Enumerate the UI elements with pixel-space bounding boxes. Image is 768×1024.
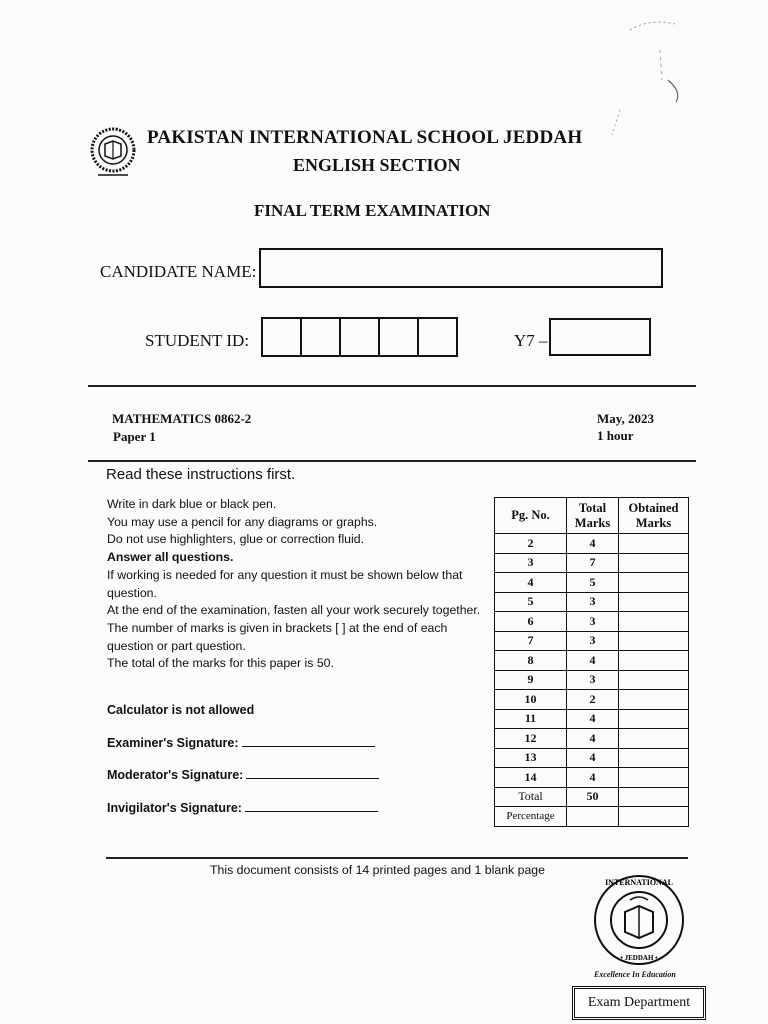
candidate-name-label: CANDIDATE NAME: (100, 262, 257, 281)
table-row (495, 553, 689, 573)
column-header-page: Pg. No. (495, 498, 567, 534)
stamp-tagline: Excellence In Education (594, 970, 676, 979)
total-marks-cell: 4 (567, 729, 619, 749)
total-marks-cell: 2 (567, 690, 619, 710)
page-number-cell: 9 (495, 670, 567, 690)
total-value-cell: 50 (567, 787, 619, 807)
page-number-cell: 5 (495, 592, 567, 612)
obtained-marks-cell[interactable] (619, 748, 689, 768)
section-title: ENGLISH SECTION (293, 155, 461, 175)
school-seal-icon (585, 870, 693, 978)
total-marks-cell: 4 (567, 748, 619, 768)
calculator-notice: Calculator is not allowed (107, 703, 255, 717)
total-label-cell: Total (495, 787, 567, 807)
instructions-list (107, 496, 487, 673)
subject-code: MATHEMATICS 0862-2 (112, 411, 252, 426)
page-number-cell: 2 (495, 534, 567, 554)
student-id-digit-box[interactable] (380, 319, 419, 355)
student-id-digit-box[interactable] (302, 319, 341, 355)
school-logo-icon (86, 124, 140, 180)
student-id-field[interactable] (261, 317, 458, 357)
page-number-cell: 11 (495, 709, 567, 729)
page-number-cell: 12 (495, 729, 567, 749)
page-number-cell: 4 (495, 573, 567, 593)
total-marks-cell: 4 (567, 651, 619, 671)
table-row (495, 748, 689, 768)
obtained-marks-cell[interactable] (619, 631, 689, 651)
table-row (495, 631, 689, 651)
total-marks-cell: 7 (567, 553, 619, 573)
obtained-marks-cell[interactable] (619, 768, 689, 788)
invigilator-signature (107, 801, 378, 815)
marks-table (494, 497, 689, 827)
page-number-cell: 6 (495, 612, 567, 632)
invigilator-signature-label: Invigilator's Signature: (107, 801, 242, 815)
total-marks-cell: 4 (567, 768, 619, 788)
moderator-signature-label: Moderator's Signature: (107, 768, 244, 782)
table-row (495, 651, 689, 671)
school-name: PAKISTAN INTERNATIONAL SCHOOL JEDDAH (147, 127, 583, 148)
instruction-line: Write in dark blue or black pen. (107, 497, 277, 511)
instruction-line: The total of the marks for this paper is 50. (107, 656, 334, 671)
table-row (495, 534, 689, 554)
page-number-cell: 8 (495, 651, 567, 671)
percentage-label-cell: Percentage (495, 807, 567, 827)
examiner-signature (107, 736, 375, 750)
pencil-scribble (590, 10, 700, 150)
invigilator-signature-line[interactable] (245, 801, 378, 812)
exam-department-stamp: Exam Department (572, 986, 706, 1020)
instruction-line: If working is needed for any question it must be shown below that question. (107, 567, 463, 600)
moderator-signature (107, 768, 379, 782)
percentage-empty-cell (567, 807, 619, 827)
page-number-cell: 14 (495, 768, 567, 788)
table-row (495, 729, 689, 749)
divider (88, 460, 696, 462)
student-id-digit-box[interactable] (341, 319, 380, 355)
total-marks-cell: 3 (567, 631, 619, 651)
instruction-line: The number of marks is given in brackets [ ] at the end of each question or part question. (107, 620, 448, 653)
instruction-line: You may use a pencil for any diagrams or graphs. (107, 514, 378, 529)
percentage-value-cell[interactable] (619, 807, 689, 827)
instruction-line: At the end of the examination, fasten all your work securely together. (107, 603, 481, 618)
total-marks-cell: 3 (567, 670, 619, 690)
instructions-heading: Read these instructions first. (106, 466, 296, 483)
obtained-marks-cell[interactable] (619, 592, 689, 612)
student-id-label: STUDENT ID: (145, 331, 250, 350)
obtained-total-cell[interactable] (619, 787, 689, 807)
exam-title: FINAL TERM EXAMINATION (254, 201, 491, 220)
obtained-marks-cell[interactable] (619, 709, 689, 729)
moderator-signature-line[interactable] (246, 768, 379, 779)
page-number-cell: 13 (495, 748, 567, 768)
pages-note: This document consists of 14 printed pages and 1 blank page (210, 863, 545, 877)
year-section-field[interactable] (549, 318, 651, 356)
total-marks-cell: 3 (567, 612, 619, 632)
obtained-marks-cell[interactable] (619, 534, 689, 554)
divider (106, 857, 688, 859)
candidate-name-field[interactable] (259, 248, 663, 288)
table-row-percentage (495, 807, 689, 827)
svg-text:INTERNATIONAL: INTERNATIONAL (605, 878, 673, 887)
table-row (495, 573, 689, 593)
total-marks-cell: 4 (567, 709, 619, 729)
table-row (495, 670, 689, 690)
table-row (495, 592, 689, 612)
marks-table-body (495, 534, 689, 827)
total-marks-cell: 3 (567, 592, 619, 612)
page-number-cell: 7 (495, 631, 567, 651)
student-id-digit-box[interactable] (419, 319, 456, 355)
table-row (495, 612, 689, 632)
exam-date: May, 2023 (597, 411, 655, 426)
obtained-marks-cell[interactable] (619, 573, 689, 593)
svg-text:• JEDDAH •: • JEDDAH • (620, 954, 658, 962)
instruction-line: Answer all questions. (107, 550, 234, 565)
column-header-total: Total Marks (567, 498, 619, 534)
exam-duration: 1 hour (597, 428, 634, 443)
obtained-marks-cell[interactable] (619, 651, 689, 671)
table-row-total (495, 787, 689, 807)
column-header-obtained: Obtained Marks (619, 498, 689, 534)
page-number-cell: 3 (495, 553, 567, 573)
instruction-line: Do not use highlighters, glue or correction fluid. (107, 532, 365, 547)
examiner-signature-line[interactable] (242, 736, 375, 747)
year-label: Y7 – (514, 331, 548, 350)
student-id-digit-box[interactable] (263, 319, 302, 355)
total-marks-cell: 5 (567, 573, 619, 593)
obtained-marks-cell[interactable] (619, 553, 689, 573)
obtained-marks-cell[interactable] (619, 670, 689, 690)
obtained-marks-cell[interactable] (619, 729, 689, 749)
divider (88, 385, 696, 387)
table-row (495, 768, 689, 788)
total-marks-cell: 4 (567, 534, 619, 554)
table-row (495, 690, 689, 710)
examiner-signature-label: Examiner's Signature: (107, 736, 239, 750)
page-number-cell: 10 (495, 690, 567, 710)
paper-number: Paper 1 (113, 429, 156, 444)
obtained-marks-cell[interactable] (619, 690, 689, 710)
obtained-marks-cell[interactable] (619, 612, 689, 632)
table-row (495, 709, 689, 729)
